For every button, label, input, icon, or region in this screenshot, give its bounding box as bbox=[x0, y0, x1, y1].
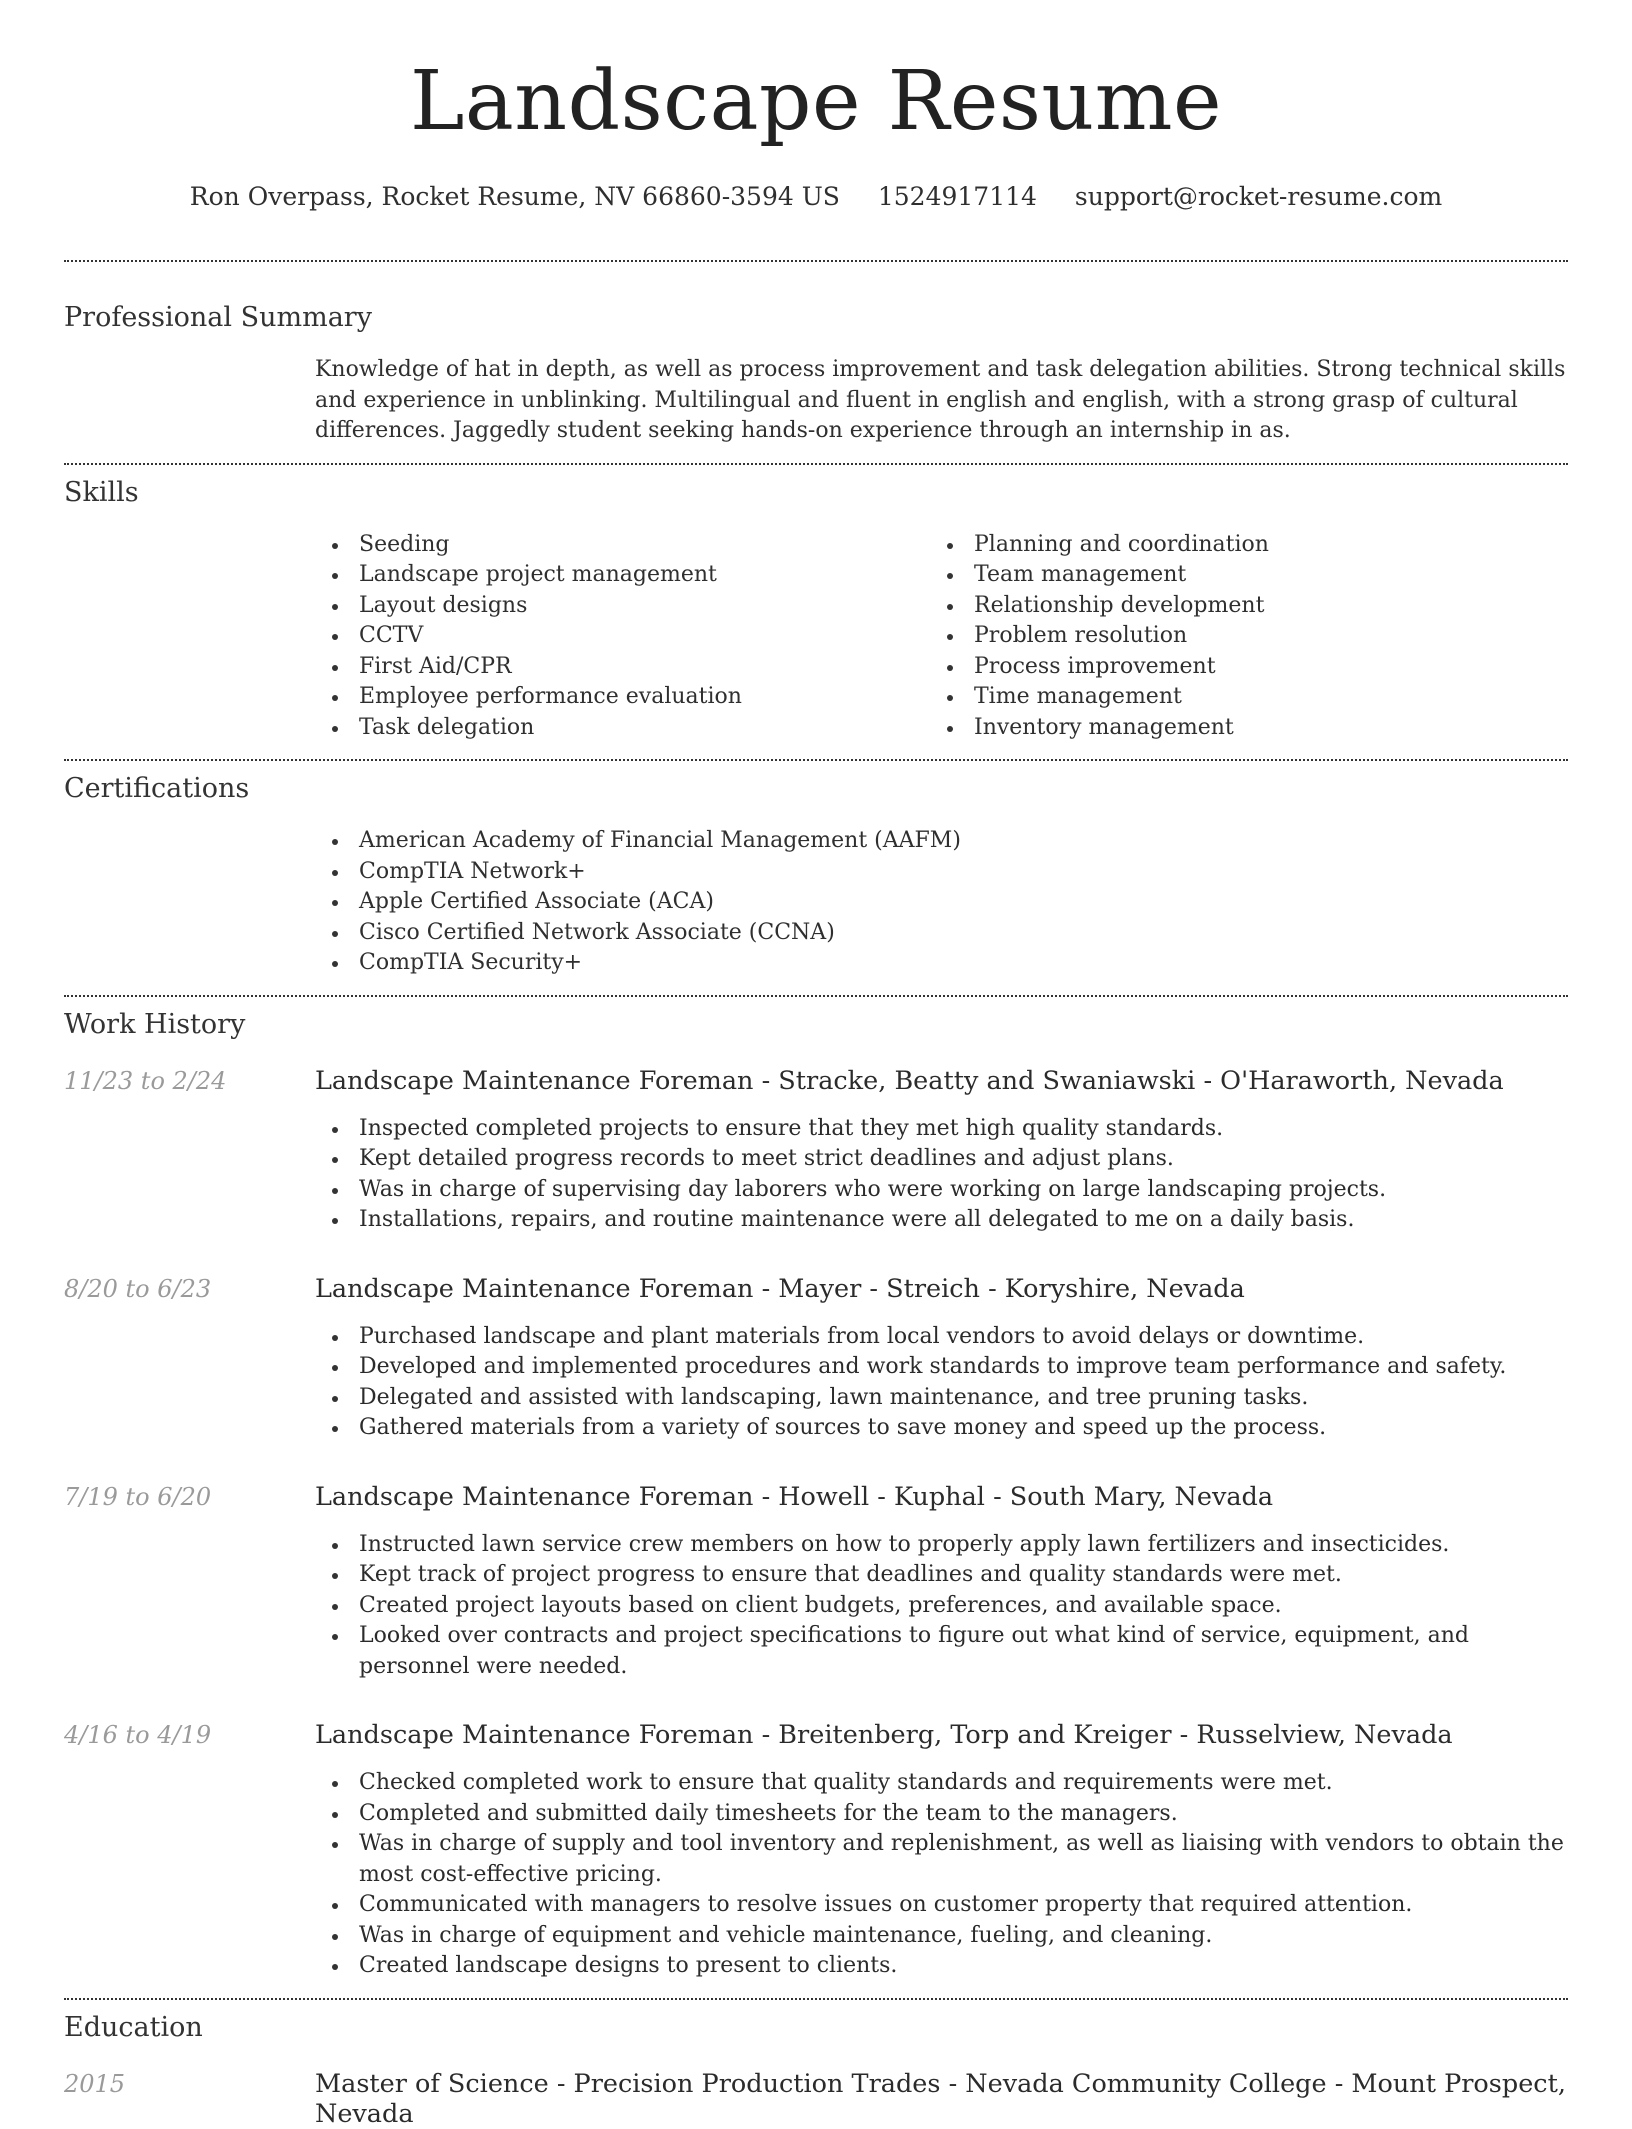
list-item: Completed and submitted daily timesheets for the team to the managers. bbox=[315, 1799, 1568, 1830]
job-date: 7/19 to 6/20 bbox=[64, 1482, 212, 1511]
list-item: Apple Certified Associate (ACA) bbox=[315, 887, 1568, 918]
list-item: Created project layouts based on client budgets, preferences, and available space. bbox=[315, 1591, 1568, 1622]
list-item: Instructed lawn service crew members on how to properly apply lawn fertilizers and insecticides. bbox=[315, 1530, 1568, 1561]
skills-column-left bbox=[315, 530, 930, 744]
list-item: American Academy of Financial Management (AAFM) bbox=[315, 826, 1568, 857]
contact-phone: 1524917114 bbox=[877, 182, 1037, 211]
education-entry bbox=[64, 2069, 1568, 2129]
list-item: Communicated with managers to resolve issues on customer property that required attention. bbox=[315, 1890, 1568, 1921]
list-item: Landscape project management bbox=[315, 560, 930, 591]
job-date: 11/23 to 2/24 bbox=[64, 1066, 227, 1095]
list-item: Employee performance evaluation bbox=[315, 682, 930, 713]
list-item: Looked over contracts and project specifications to figure out what kind of service, equipment, and personnel were needed. bbox=[315, 1621, 1568, 1682]
job-entry bbox=[64, 1274, 1568, 1444]
resume-title: Landscape Resume bbox=[409, 54, 1223, 149]
job-body bbox=[315, 1482, 1568, 1683]
list-item: Seeding bbox=[315, 530, 930, 561]
work-history-heading: Work History bbox=[64, 1008, 246, 1040]
section-divider bbox=[64, 463, 1568, 465]
job-title: Landscape Maintenance Foreman - Stracke, Beatty and Swaniawski - O'Haraworth, Nevada bbox=[315, 1065, 1504, 1096]
job-body bbox=[315, 1066, 1568, 1236]
job-title: Landscape Maintenance Foreman - Mayer - Streich - Koryshire, Nevada bbox=[315, 1273, 1245, 1304]
list-item: Delegated and assisted with landscaping, lawn maintenance, and tree pruning tasks. bbox=[315, 1383, 1568, 1414]
contact-email: support@rocket-resume.com bbox=[1074, 182, 1443, 211]
skills-list bbox=[315, 530, 1568, 744]
contact-address: Ron Overpass, Rocket Resume, NV 66860-3594 US bbox=[189, 182, 840, 211]
list-item: Time management bbox=[930, 682, 1545, 713]
job-duties bbox=[315, 1768, 1568, 1982]
list-item: Checked completed work to ensure that quality standards and requirements were met. bbox=[315, 1768, 1568, 1799]
list-item: Kept detailed progress records to meet strict deadlines and adjust plans. bbox=[315, 1144, 1568, 1175]
list-item: Kept track of project progress to ensure that deadlines and quality standards were met. bbox=[315, 1560, 1568, 1591]
job-duties bbox=[315, 1114, 1568, 1236]
section-divider bbox=[64, 260, 1568, 262]
job-body bbox=[315, 1720, 1568, 1982]
certifications-heading: Certifications bbox=[64, 773, 250, 804]
section-divider bbox=[64, 759, 1568, 761]
list-item: Gathered materials from a variety of sources to save money and speed up the process. bbox=[315, 1413, 1568, 1444]
education-heading: Education bbox=[64, 2011, 203, 2043]
list-item: Was in charge of supervising day laborers who were working on large landscaping projects. bbox=[315, 1175, 1568, 1206]
skills-column-right bbox=[930, 530, 1545, 744]
section-divider bbox=[64, 1998, 1568, 2000]
education-date: 2015 bbox=[64, 2069, 126, 2098]
section-divider bbox=[64, 995, 1568, 997]
list-item: Installations, repairs, and routine maintenance were all delegated to me on a daily basis. bbox=[315, 1205, 1568, 1236]
list-item: Purchased landscape and plant materials from local vendors to avoid delays or downtime. bbox=[315, 1322, 1568, 1353]
list-item: Cisco Certified Network Associate (CCNA) bbox=[315, 918, 1568, 949]
skills-heading: Skills bbox=[64, 476, 139, 508]
education-body bbox=[315, 2069, 1568, 2129]
summary-heading: Professional Summary bbox=[64, 302, 372, 333]
list-item: Relationship development bbox=[930, 591, 1545, 622]
list-item: Developed and implemented procedures and work standards to improve team performance and safety. bbox=[315, 1352, 1568, 1383]
job-entry bbox=[64, 1066, 1568, 1236]
resume-header bbox=[64, 0, 1568, 212]
job-duties bbox=[315, 1322, 1568, 1444]
list-item: Inventory management bbox=[930, 713, 1545, 744]
list-item: CompTIA Security+ bbox=[315, 948, 1568, 979]
education-title: Master of Science - Precision Production Trades - Nevada Community College - Mount Prospect, Nevada bbox=[315, 2068, 1566, 2129]
list-item: Created landscape designs to present to clients. bbox=[315, 1951, 1568, 1982]
job-title: Landscape Maintenance Foreman - Breitenberg, Torp and Kreiger - Russelview, Nevada bbox=[315, 1720, 1453, 1750]
list-item: Team management bbox=[930, 560, 1545, 591]
job-title: Landscape Maintenance Foreman - Howell - Kuphal - South Mary, Nevada bbox=[315, 1481, 1274, 1512]
job-entry bbox=[64, 1482, 1568, 1683]
list-item: First Aid/CPR bbox=[315, 652, 930, 683]
job-date: 8/20 to 6/23 bbox=[64, 1274, 212, 1303]
list-item: CCTV bbox=[315, 621, 930, 652]
list-item: Planning and coordination bbox=[930, 530, 1545, 561]
job-entry bbox=[64, 1720, 1568, 1982]
list-item: CompTIA Network+ bbox=[315, 857, 1568, 888]
contact-line bbox=[64, 182, 1568, 212]
list-item: Layout designs bbox=[315, 591, 930, 622]
list-item: Process improvement bbox=[930, 652, 1545, 683]
list-item: Inspected completed projects to ensure that they met high quality standards. bbox=[315, 1114, 1568, 1145]
list-item: Problem resolution bbox=[930, 621, 1545, 652]
list-item: Was in charge of equipment and vehicle maintenance, fueling, and cleaning. bbox=[315, 1921, 1568, 1952]
job-duties bbox=[315, 1530, 1568, 1683]
certifications-list bbox=[315, 826, 1568, 979]
job-date: 4/16 to 4/19 bbox=[64, 1721, 212, 1749]
job-body bbox=[315, 1274, 1568, 1444]
summary-text: Knowledge of hat in depth, as well as process improvement and task delegation abilities. Strong technical skills and experience in unblinking. Multilingual and fluent in english and english, with a strong grasp of cultural differences. Jaggedly student seeking hands-on experience through an internship in as. bbox=[315, 357, 1566, 443]
list-item: Was in charge of supply and tool inventory and replenishment, as well as liaising with vendors to obtain the most cost-effective pricing. bbox=[315, 1829, 1568, 1890]
list-item: Task delegation bbox=[315, 713, 930, 744]
